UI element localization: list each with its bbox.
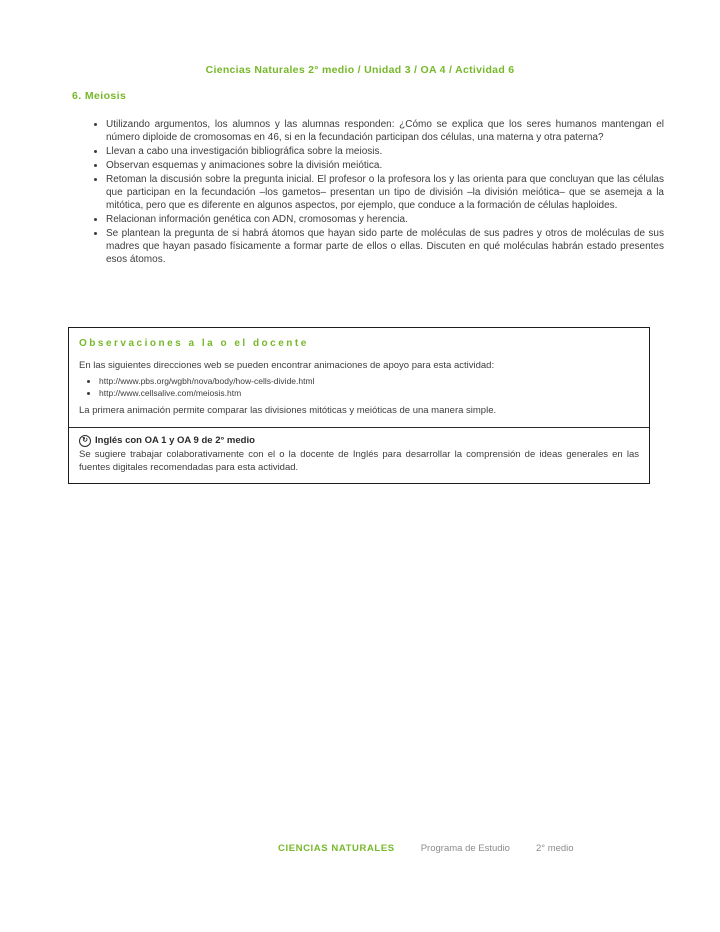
- english-link-heading: [79, 435, 639, 448]
- list-item: [99, 375, 639, 387]
- resource-link[interactable]: http://www.pbs.org/wgbh/nova/body/how-cells-divide.html: [99, 376, 315, 386]
- resource-link-list: [85, 375, 639, 399]
- page-footer: [278, 843, 574, 854]
- observations-note: La primera animación permite comparar las divisiones mitóticas y meióticas de una manera simple.: [79, 405, 497, 416]
- list-item: [99, 387, 639, 399]
- activity-bullet-list: [90, 118, 664, 267]
- activity-bullet: • Relacionan información genética con ADN, cromosomas y herencia.: [106, 213, 664, 226]
- interdisciplinary-icon: ↻: [79, 435, 91, 447]
- english-heading-label: Inglés con OA 1 y OA 9 de 2° medio: [95, 434, 255, 446]
- footer-subject-label: CIENCIAS NATURALES: [278, 843, 395, 854]
- activity-bullet: • Se plantean la pregunta de si habrá átomos que hayan sido parte de moléculas de sus padres y otros de moléculas de sus madres que hayan pasado físicamente a formar parte de ellos o ellas. Discuten en qué moléculas habrán estado presentes esos átomos.: [106, 227, 664, 266]
- resource-link[interactable]: http://www.cellsalive.com/meiosis.htm: [99, 388, 242, 398]
- observations-title: Observaciones a la o el docente: [79, 338, 309, 349]
- observations-intro: En las siguientes direcciones web se pueden encontrar animaciones de apoyo para esta actividad:: [79, 359, 495, 371]
- activity-bullet: • Retoman la discusión sobre la pregunta inicial. El profesor o la profesora los y las orienta para que concluyan que las células que participan en la fecundación –los gametos– presentan un tipo de división –la división meiótica– que se asemeja a la mitótica, pero que es diferente en algunos aspectos, por ejemplo, que conduce a la formación de células haploides.: [106, 173, 664, 212]
- activity-heading: 6. Meiosis: [72, 90, 127, 102]
- page-title: Ciencias Naturales 2° medio / Unidad 3 / OA 4 / Actividad 6: [205, 64, 515, 76]
- divider: [69, 427, 649, 428]
- activity-bullet: • Utilizando argumentos, los alumnos y las alumnas responden: ¿Cómo se explica que los seres humanos mantengan el número diploide de cromosomas en 46, si en la fecundación participan dos células, una materna y otra paterna?: [106, 118, 664, 144]
- activity-bullet: • Llevan a cabo una investigación bibliográfica sobre la meiosis.: [106, 145, 664, 158]
- footer-program-label: Programa de Estudio: [420, 843, 510, 854]
- english-suggestion-text: Se sugiere trabajar colaborativamente con el o la docente de Inglés para desarrollar la comprensión de ideas generales en las fuentes digitales recomendadas para esta actividad.: [79, 449, 639, 473]
- footer-grade-label: 2° medio: [535, 843, 574, 854]
- activity-bullet: • Observan esquemas y animaciones sobre la división meiótica.: [106, 159, 664, 172]
- teacher-observations-box: [68, 327, 650, 484]
